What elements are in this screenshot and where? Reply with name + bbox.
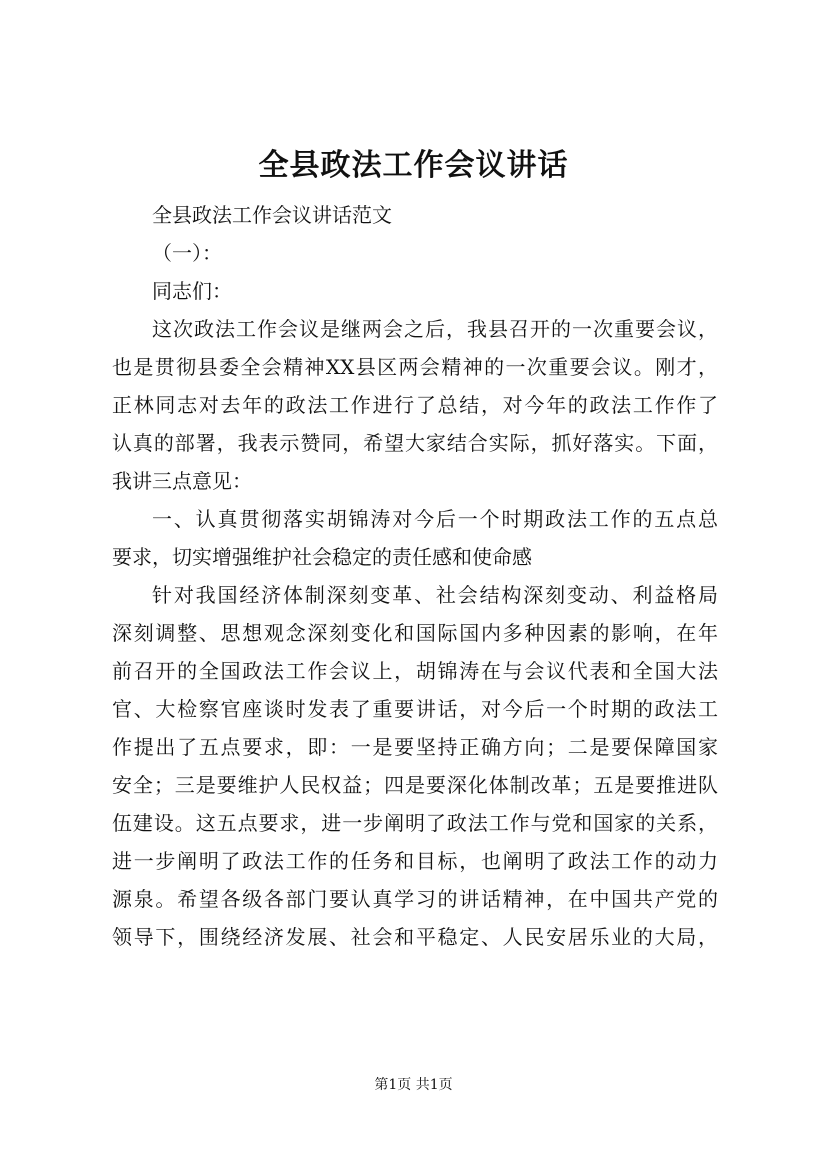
paragraph-line: 官、大检察官座谈时发表了重要讲话，对今后一个时期的政法工 [112, 697, 718, 721]
document-title: 全县政法工作会议讲话 [258, 148, 569, 183]
paragraph-line: 正林同志对去年的政法工作进行了总结，对今年的政法工作作了 [112, 393, 718, 417]
page-footer: 第1页 共1页 [374, 1077, 453, 1093]
paragraph-line: 领导下，围绕经济发展、社会和平稳定、人民安居乐业的大局， [112, 925, 718, 949]
paragraph-line: 我讲三点意见： [112, 469, 252, 493]
heading-line: 要求，切实增强维护社会稳定的责任感和使命感 [112, 545, 532, 569]
heading-line: 一、认真贯彻落实胡锦涛对今后一个时期政法工作的五点总 [152, 507, 718, 531]
paragraph-line: 源泉。希望各级各部门要认真学习的讲话精神，在中国共产党的 [112, 887, 718, 911]
salutation: 同志们： [152, 279, 232, 303]
paragraph-line: 认真的部署，我表示赞同，希望大家结合实际，抓好落实。下面， [112, 431, 718, 455]
paragraph-line: 针对我国经济体制深刻变革、社会结构深刻变动、利益格局 [152, 583, 718, 607]
paragraph-line: 也是贯彻县委全会精神XX县区两会精神的一次重要会议。刚才， [112, 355, 718, 379]
subtitle-line: 全县政法工作会议讲话范文 [152, 203, 392, 227]
section-number: （一）： [152, 241, 222, 265]
paragraph-line: 这次政法工作会议是继两会之后，我县召开的一次重要会议， [152, 317, 718, 341]
paragraph-line: 深刻调整、思想观念深刻变化和国际国内多种因素的影响，在年 [112, 621, 718, 645]
paragraph-line: 前召开的全国政法工作会议上，胡锦涛在与会议代表和全国大法 [112, 659, 718, 683]
paragraph-line: 作提出了五点要求，即：一是要坚持正确方向；二是要保障国家 [112, 735, 718, 759]
paragraph-line: 安全；三是要维护人民权益；四是要深化体制改革；五是要推进队 [112, 773, 718, 797]
paragraph-line: 伍建设。这五点要求，进一步阐明了政法工作与党和国家的关系， [112, 811, 718, 835]
document-body [112, 196, 718, 956]
paragraph-line: 进一步阐明了政法工作的任务和目标，也阐明了政法工作的动力 [112, 849, 718, 873]
